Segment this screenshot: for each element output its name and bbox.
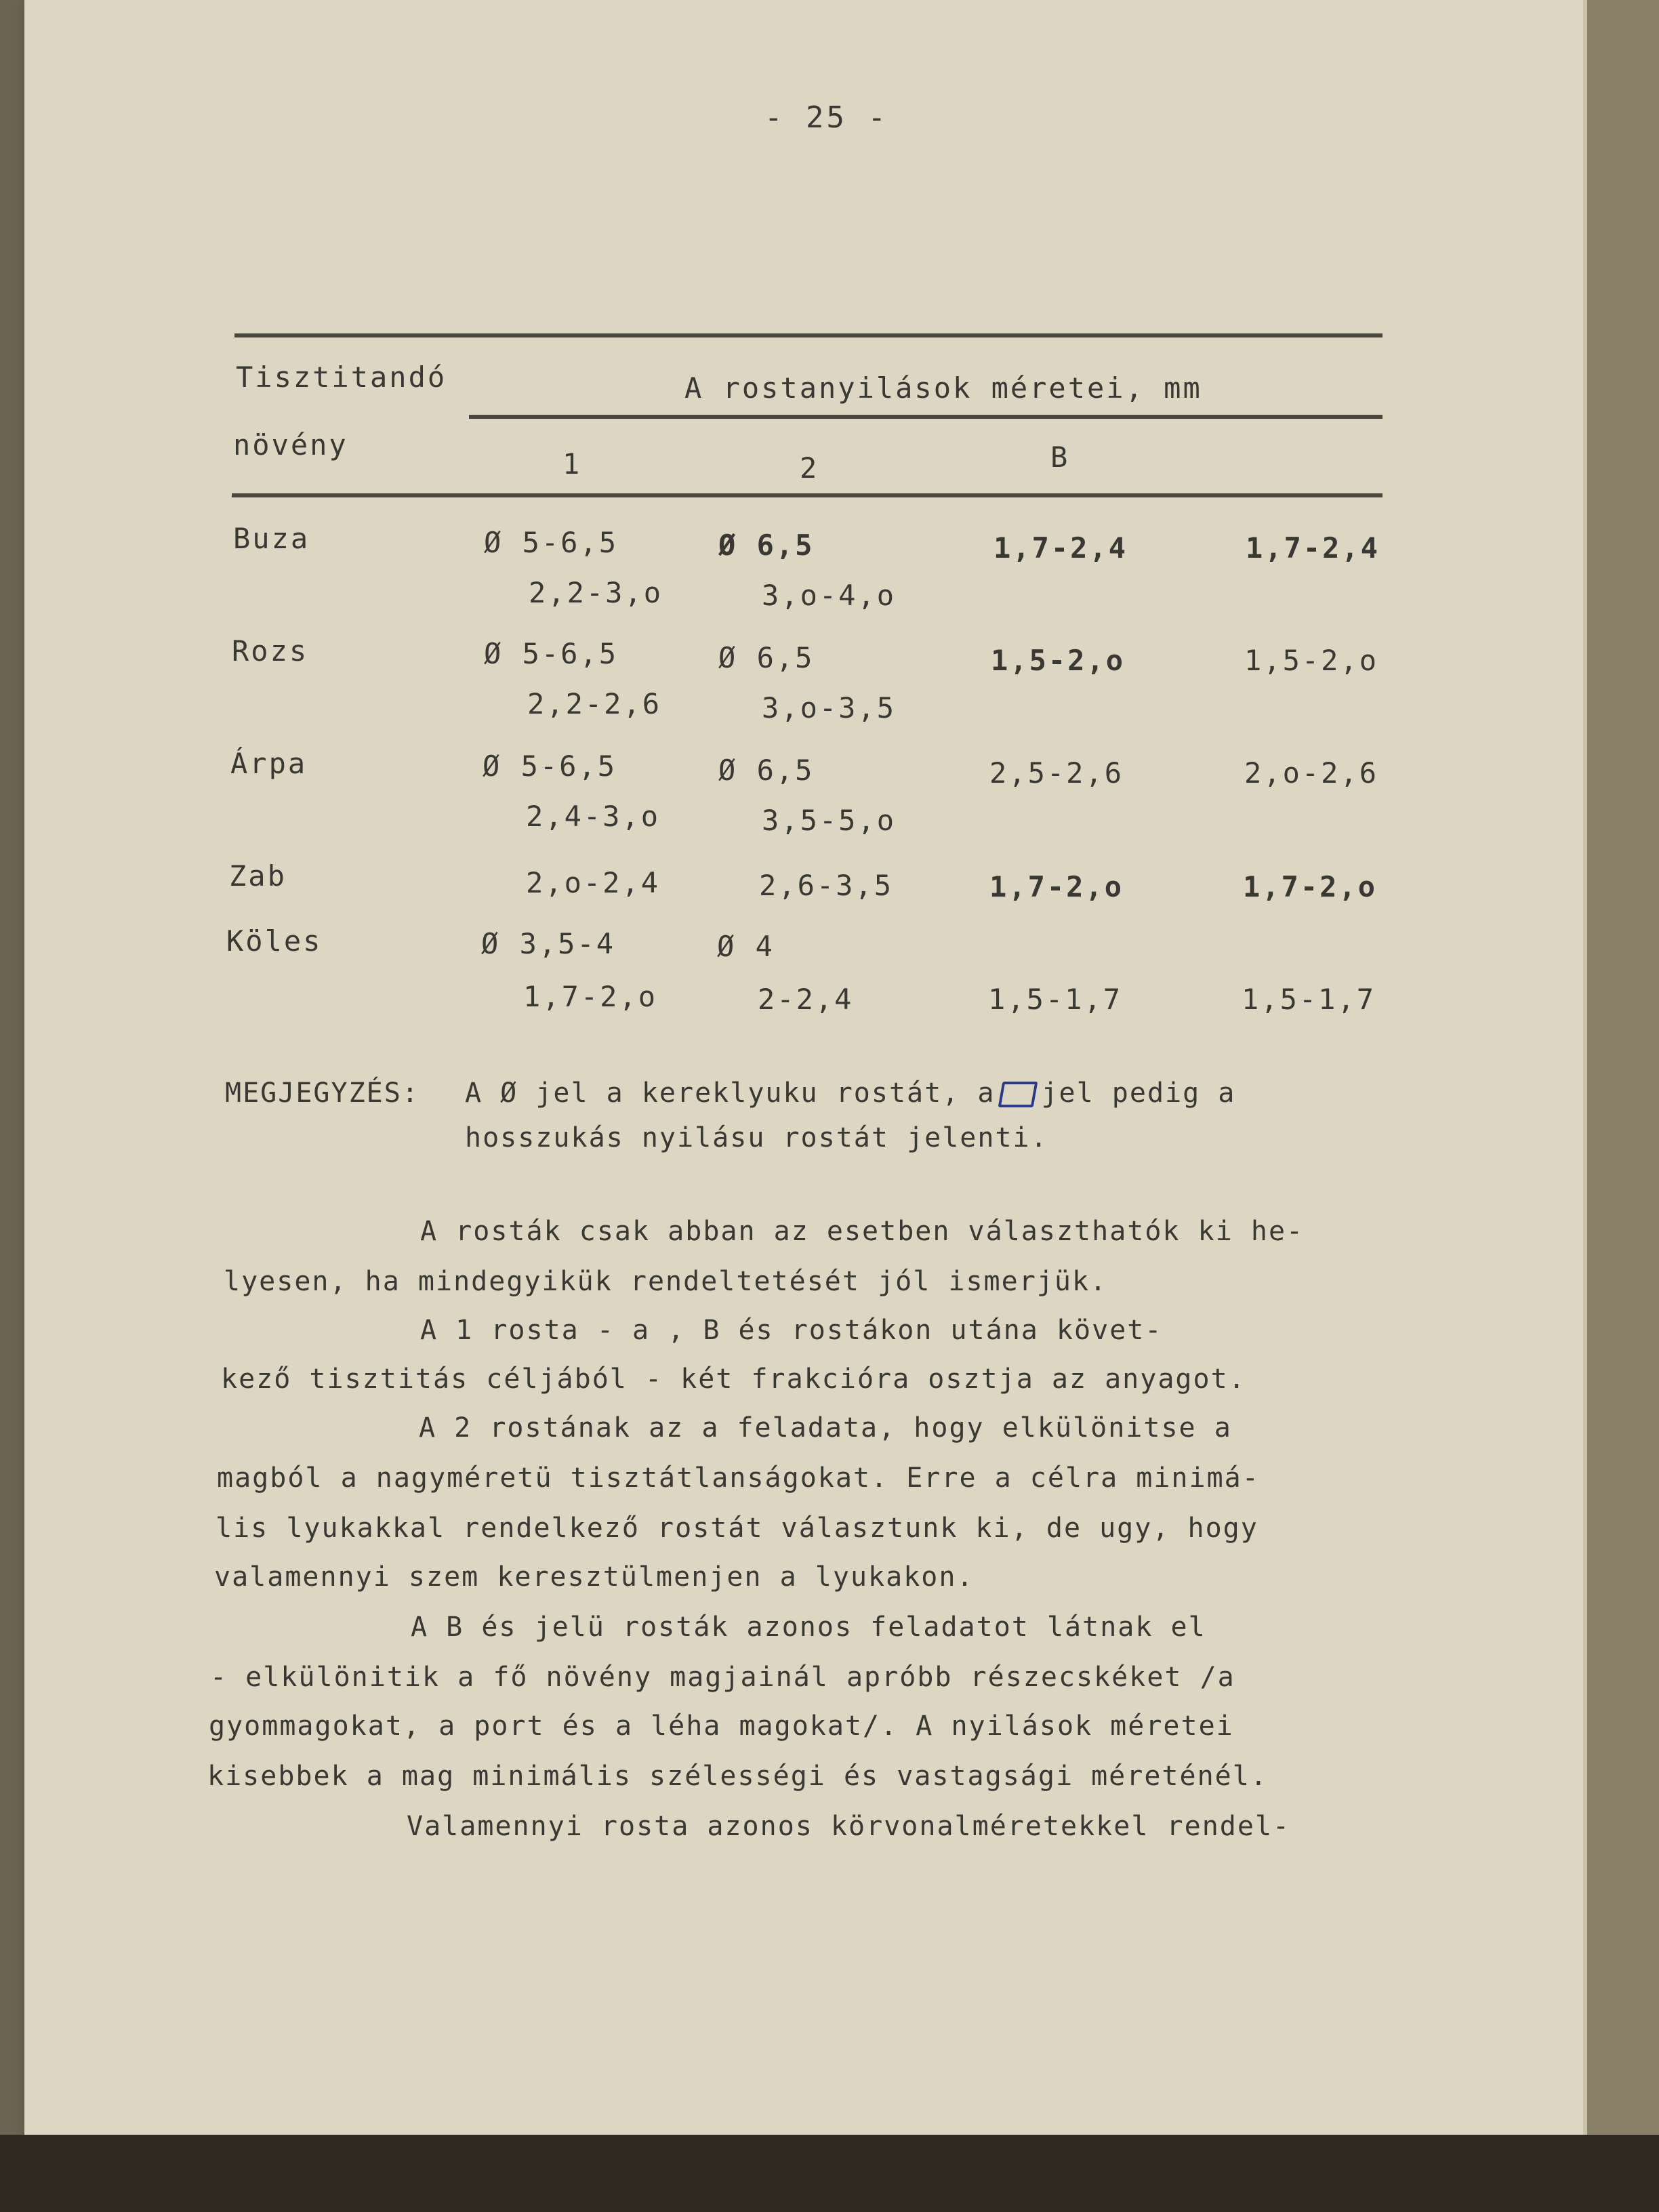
row-c2b: 3,o-4,o — [762, 579, 897, 612]
row-c1a: Ø 5-6,5 — [483, 750, 617, 783]
paragraph-line: valamennyi szem keresztülmenjen a lyukakon. — [214, 1561, 975, 1593]
table-subheader-rule — [232, 493, 1382, 497]
row-c2a: Ø 6,5 — [718, 641, 815, 674]
note-label: MEGJEGYZÉS: — [225, 1078, 419, 1109]
row-c4: 1,7-2,o — [1243, 870, 1378, 903]
row-c1b: 2,o-2,4 — [526, 866, 661, 899]
row-c1a: Ø 3,5-4 — [481, 927, 616, 960]
paragraph-line: A 2 rostának az a feladata, hogy elkülönitse a — [419, 1412, 1232, 1443]
row-c4: 1,5-1,7 — [1242, 983, 1376, 1016]
page-shadow — [0, 2135, 1659, 2212]
row-c3: 1,5-1,7 — [988, 983, 1123, 1016]
row-c2b: 3,o-3,5 — [762, 691, 897, 724]
row-c4: 1,5-2,o — [1244, 644, 1379, 677]
page-number: - 25 - — [764, 100, 888, 135]
subheader-B: B — [1050, 441, 1070, 474]
paragraph-line: A 1 rosta - a , B és rostákon utána követ- — [420, 1315, 1163, 1346]
paragraph-line: gyommagokat, a port és a léha magokat/. A nyilások méretei — [209, 1711, 1234, 1742]
row-plant: Köles — [226, 924, 323, 958]
note-line2: hosszukás nyilásu rostát jelenti. — [465, 1122, 1048, 1153]
row-c3: 1,5-2,o — [991, 644, 1126, 677]
paragraph-line: Valamennyi rosta azonos körvonalméretekkel rendel- — [407, 1811, 1291, 1842]
row-c1b: 2,4-3,o — [526, 800, 661, 833]
row-plant: Buza — [233, 522, 310, 555]
row-c2a: Ø 4 — [717, 930, 775, 963]
row-plant: Zab — [229, 859, 287, 893]
row-plant: Árpa — [230, 747, 308, 780]
note-line1 — [465, 1078, 1235, 1109]
row-plant: Rozs — [232, 634, 309, 668]
row-c1b: 1,7-2,o — [523, 980, 658, 1013]
subheader-2: 2 — [800, 451, 819, 485]
slot-sieve-symbol-icon — [998, 1082, 1038, 1107]
table-header-rule — [469, 415, 1382, 419]
paragraph-line: kező tisztitás céljából - két frakcióra osztja az anyagot. — [221, 1364, 1246, 1395]
paragraph-line: lis lyukakkal rendelkező rostát választunk ki, de ugy, hogy — [216, 1513, 1258, 1544]
header-plant-line2: növény — [233, 428, 348, 462]
row-c1a: Ø 5-6,5 — [484, 526, 619, 559]
row-c2a: Ø 6,5 — [718, 529, 815, 562]
table-top-rule — [234, 333, 1382, 337]
background-surface — [1587, 0, 1659, 2135]
subheader-1: 1 — [562, 447, 582, 480]
row-c2b: 3,5-5,o — [762, 804, 897, 837]
paragraph-line: - elkülönitik a fő növény magjainál apróbb részecskéket /a — [210, 1662, 1235, 1693]
paragraph-line: A rosták csak abban az esetben választhatók ki he- — [420, 1216, 1305, 1247]
paragraph-line: magból a nagyméretü tisztátlanságokat. Erre a célra minimá- — [217, 1462, 1260, 1494]
header-span-title: A rostanyilások méretei, mm — [684, 371, 1202, 405]
paragraph-line: kisebbek a mag minimális szélességi és vastagsági méreténél. — [207, 1761, 1268, 1792]
row-c3: 2,5-2,6 — [989, 756, 1124, 790]
row-c1b: 2,2-3,o — [529, 576, 663, 609]
row-c3: 1,7-2,4 — [994, 531, 1128, 565]
row-c3: 1,7-2,o — [989, 870, 1124, 903]
row-c1a: Ø 5-6,5 — [484, 637, 619, 670]
row-c1b: 2,2-2,6 — [527, 687, 662, 720]
note-line1-end: jel pedig a — [1041, 1078, 1236, 1109]
row-c4: 2,o-2,6 — [1244, 756, 1379, 790]
row-c4: 1,7-2,4 — [1246, 531, 1380, 565]
note-line1-start: A Ø jel a kereklyuku rostát, a — [465, 1078, 996, 1109]
row-c2b: 2,6-3,5 — [759, 869, 894, 902]
row-c2b: 2-2,4 — [758, 983, 854, 1016]
paragraph-line: A B és jelü rosták azonos feladatot látnak el — [411, 1612, 1206, 1643]
header-plant-line1: Tisztitandó — [236, 361, 447, 394]
paragraph-line: lyesen, ha mindegyikük rendeltetését jól ismerjük. — [224, 1266, 1108, 1297]
row-c2a: Ø 6,5 — [718, 754, 815, 787]
